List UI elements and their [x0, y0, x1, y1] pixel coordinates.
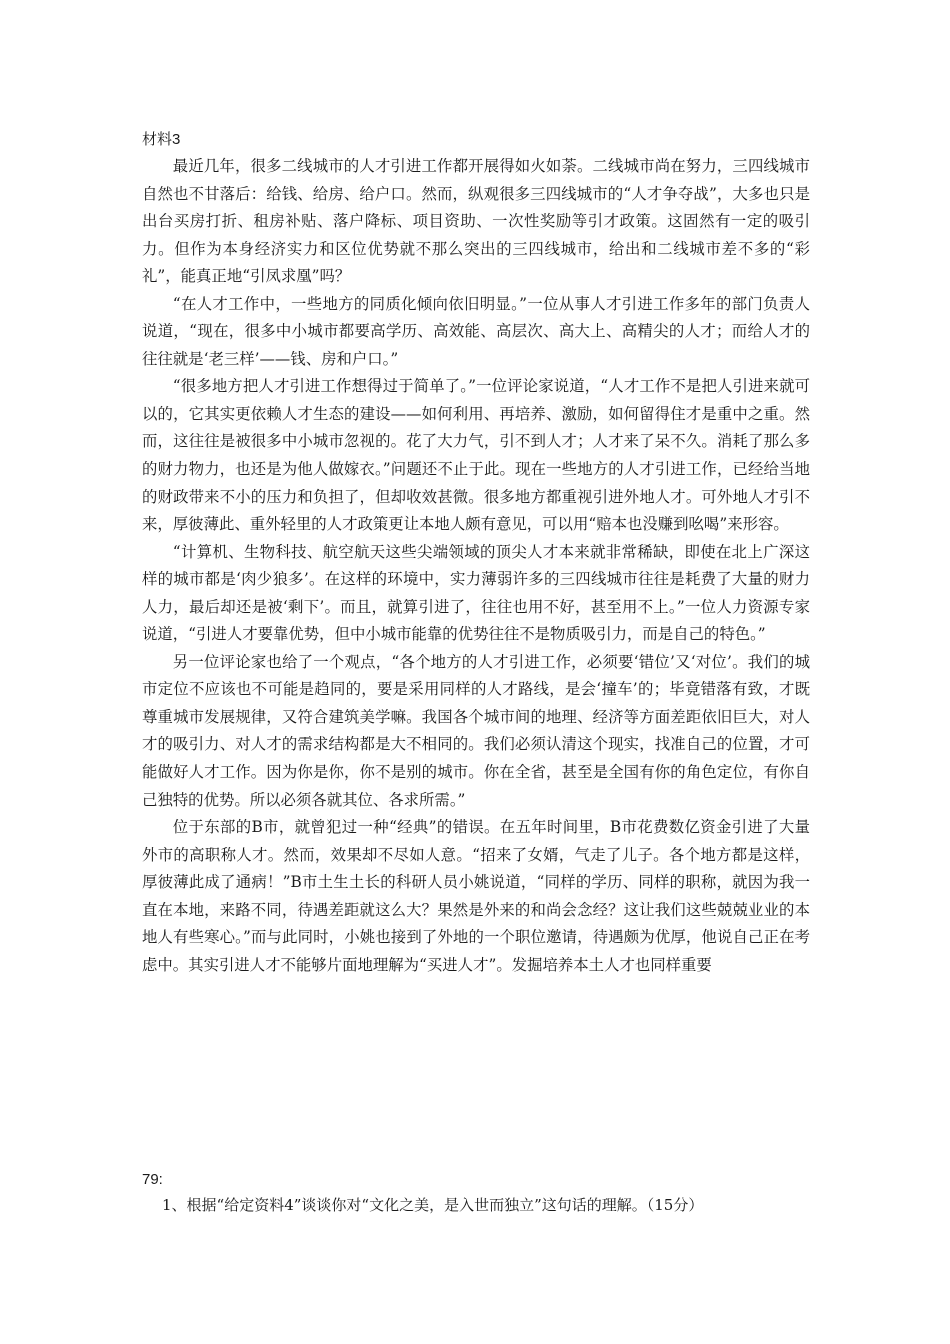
paragraph-1: 最近几年，很多二线城市的人才引进工作都开展得如火如荼。二线城市尚在努力，三四线城市自然也不甘落后：给钱、给房、给户口。然而，纵观很多三四线城市的“人才争夺战”，大多也只是出台买房打折、租房补贴、落户降标、项目资助、一次性奖励等引才政策。这固然有一定的吸引力。但作为本身经济实力和区位优势就不那么突出的三四线城市，给出和二线城市差不多的“彩礼”，能真正地“引凤求凰”吗？	[142, 157, 810, 286]
material-section	[142, 126, 810, 979]
question-section	[142, 1168, 822, 1218]
paragraph-4: “计算机、生物科技、航空航天这些尖端领域的顶尖人才本来就非常稀缺，即使在北上广深这样的城市都是‘肉少狼多’。在这样的环境中，实力薄弱许多的三四线城市往往是耗费了大量的财力人力，最后却还是被‘剩下’。而且，就算引进了，往往也用不好，甚至用不上。”一位人力资源专家说道，“引进人才要靠优势，但中小城市能靠的优势往往不是物质吸引力，而是自己的特色。”	[142, 542, 810, 644]
paragraph-6: 位于东部的B市，就曾犯过一种“经典”的错误。在五年时间里，B市花费数亿资金引进了大量外市的高职称人才。然而，效果却不尽如人意。“招来了女婿，气走了儿子。各个地方都是这样，厚彼薄此成了通病！”B市土生土长的科研人员小姚说道，“同样的学历、同样的职称，就因为我一直在本地，来路不同，待遇差距就这么大？果然是外来的和尚会念经？这让我们这些兢兢业业的本地人有些寒心。”而与此同时，小姚也接到了外地的一个职位邀请，待遇颇为优厚，他说自己正在考虑中。其实引进人才不能够片面地理解为“买进人才”。发掘培养本土人才也同样重要	[142, 818, 810, 974]
material-heading: 材料3	[142, 131, 181, 148]
question-text: 1、根据“给定资料4”谈谈你对“文化之美，是入世而独立”这句话的理解。（15分）	[162, 1196, 704, 1214]
paragraph-3: “很多地方把人才引进工作想得过于简单了。”一位评论家说道，“人才工作不是把人引进来就可以的，它其实更依赖人才生态的建设——如何利用、再培养、激励，如何留得住才是重中之重。然而，这往往是被很多中小城市忽视的。花了大力气，引不到人才；人才来了呆不久。消耗了那么多的财力物力，也还是为他人做嫁衣。”问题还不止于此。现在一些地方的人才引进工作，已经给当地的财政带来不小的压力和负担了，但却收效甚微。很多地方都重视引进外地人才。可外地人才引不来，厚彼薄此、重外轻里的人才政策更让本地人颇有意见，可以用“赔本也没赚到吆喝”来形容。	[142, 377, 810, 534]
question-number: 79:	[142, 1171, 163, 1188]
paragraph-5: 另一位评论家也给了一个观点，“各个地方的人才引进工作，必须要‘错位’又‘对位’。我们的城市定位不应该也不可能是趋同的，要是采用同样的人才路线，是会‘撞车’的；毕竟错落有致，才既尊重城市发展规律，又符合建筑美学嘛。我国各个城市间的地理、经济等方面差距依旧巨大，对人才的吸引力、对人才的需求结构都是大不相同的。我们必须认清这个现实，找准自己的位置，才可能做好人才工作。因为你是你，你不是别的城市。你在全省，甚至是全国有你的角色定位，有你自己独特的优势。所以必须各就其位、各求所需。”	[142, 652, 810, 809]
paragraph-2: “在人才工作中，一些地方的同质化倾向依旧明显。”一位从事人才引进工作多年的部门负责人说道，“现在，很多中小城市都要高学历、高效能、高层次、高大上、高精尖的人才；而给人才的往往就是‘老三样’——钱、房和户口。”	[142, 294, 810, 368]
